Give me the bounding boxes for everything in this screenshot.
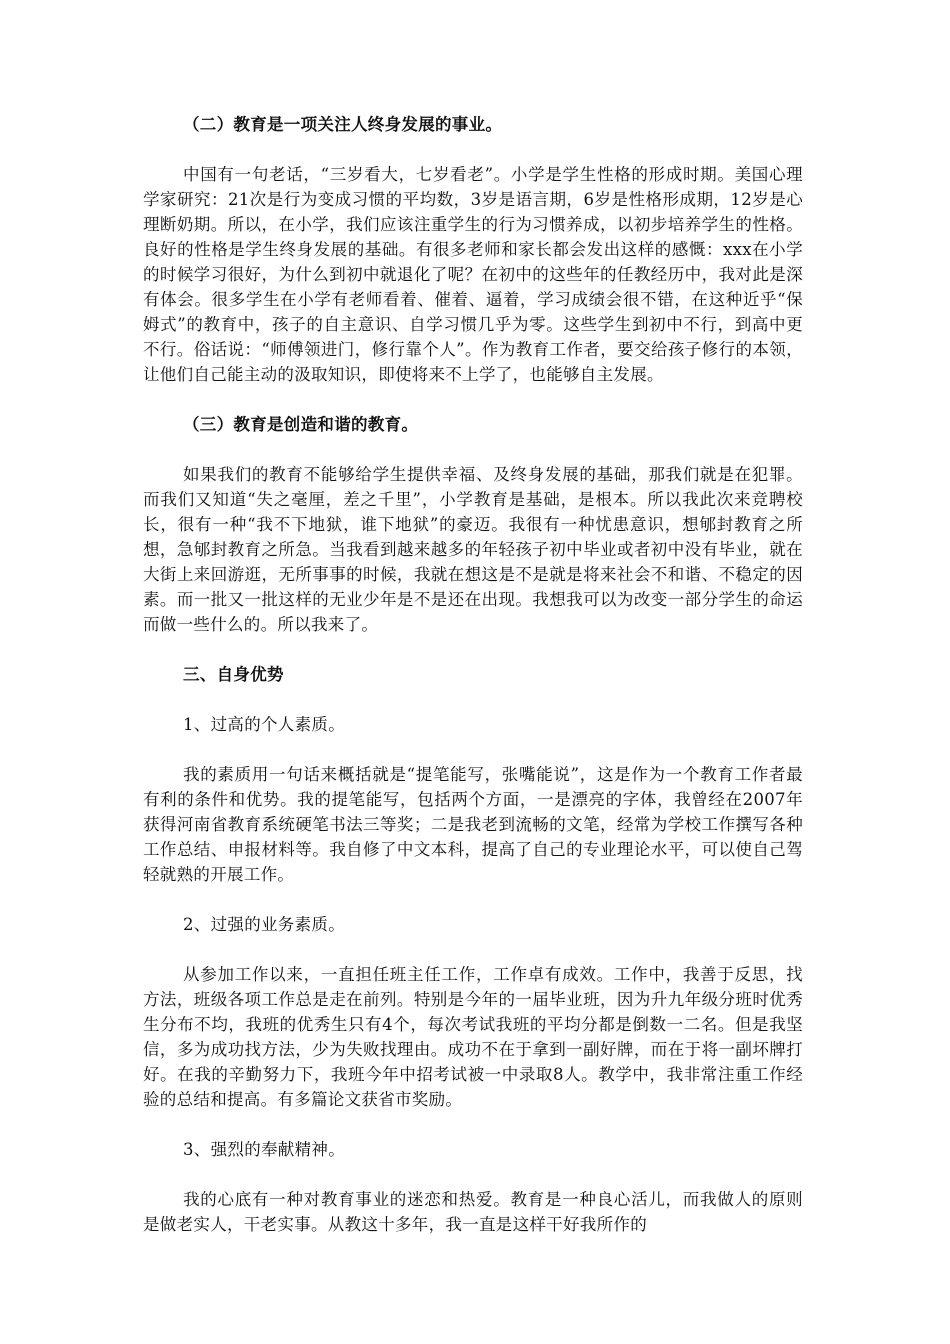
subheading: 3、强烈的奉献精神。: [183, 1140, 345, 1159]
section-heading: （二）教育是一项关注人终身发展的事业。: [183, 115, 503, 134]
subheading: 2、过强的业务素质。: [183, 915, 345, 934]
paragraph: 中国有一句老话，“三岁看大，七岁看老”。小学是学生性格的形成时期。美国心理学家研究：21次是行为变成习惯的平均数，3岁是语言期，6岁是性格形成期，12岁是心理断奶期。所以，在小学，我们应该注重学生的行为习惯养成，以初步培养学生的性格。良好的性格是学生终身发展的基础。有很多老师和家长都会发出这样的感慨：xxx在小学的时候学习很好，为什么到初中就退化了呢？在初中的这些年的任教经历中，我对此是深有体会。很多学生在小学有老师看着、催着、逼着，学习成绩会很不错，在这种近乎“保姆式”的教育中，孩子的自主意识、自学习惯几乎为零。这些学生到初中不行，到高中更不行。俗话说：“师傅领进门，修行靠个人”。作为教育工作者，要交给孩子修行的本领，让他们自己能主动的汲取知识，即使将来不上学了，也能够自主发展。: [143, 165, 803, 384]
paragraph: 如果我们的教育不能够给学生提供幸福、及终身发展的基础，那我们就是在犯罪。而我们又知道“失之毫厘，差之千里”，小学教育是基础，是根本。所以我此次来竞聘校长，很有一种“我不下地狱，谁下地狱”的豪迈。我很有一种忧患意识，想郇封教育之所想，急郇封教育之所急。当我看到越来越多的年轻孩子初中毕业或者初中没有毕业，就在大街上来回游逛，无所事事的时候，我就在想这是不是就是将来社会不和谐、不稳定的因素。而一批又一批这样的无业少年是不是还在出现。我想我可以为改变一部分学生的命运而做一些什么的。所以我来了。: [143, 465, 803, 634]
document-page: [143, 112, 803, 1237]
paragraph: 我的心底有一种对教育事业的迷恋和热爱。教育是一种良心活儿，而我做人的原则是做老实人，干老实事。从教这十多年，我一直是这样干好我所作的: [143, 1190, 803, 1234]
chapter-heading: 三、自身优势: [183, 665, 284, 684]
subheading: 1、过高的个人素质。: [183, 715, 345, 734]
paragraph: 我的素质用一句话来概括就是“提笔能写，张嘴能说”，这是作为一个教育工作者最有利的条件和优势。我的提笔能写，包括两个方面，一是漂亮的字体，我曾经在2007年获得河南省教育系统硬笔书法三等奖；二是我老到流畅的文笔，经常为学校工作撰写各种工作总结、申报材料等。我自修了中文本科，提高了自己的专业理论水平，可以使自己驾轻就熟的开展工作。: [143, 765, 803, 884]
section-heading: （三）教育是创造和谐的教育。: [183, 415, 419, 434]
paragraph: 从参加工作以来，一直担任班主任工作，工作卓有成效。工作中，我善于反思，找方法，班级各项工作总是走在前列。特别是今年的一届毕业班，因为升九年级分班时优秀生分布不均，我班的优秀生只有4个，每次考试我班的平均分都是倒数一二名。但是我坚信，多为成功找方法，少为失败找理由。成功不在于拿到一副好牌，而在于将一副坏牌打好。在我的辛勤努力下，我班今年中招考试被一中录取8人。教学中，我非常注重工作经验的总结和提高。有多篇论文获省市奖励。: [143, 965, 803, 1109]
